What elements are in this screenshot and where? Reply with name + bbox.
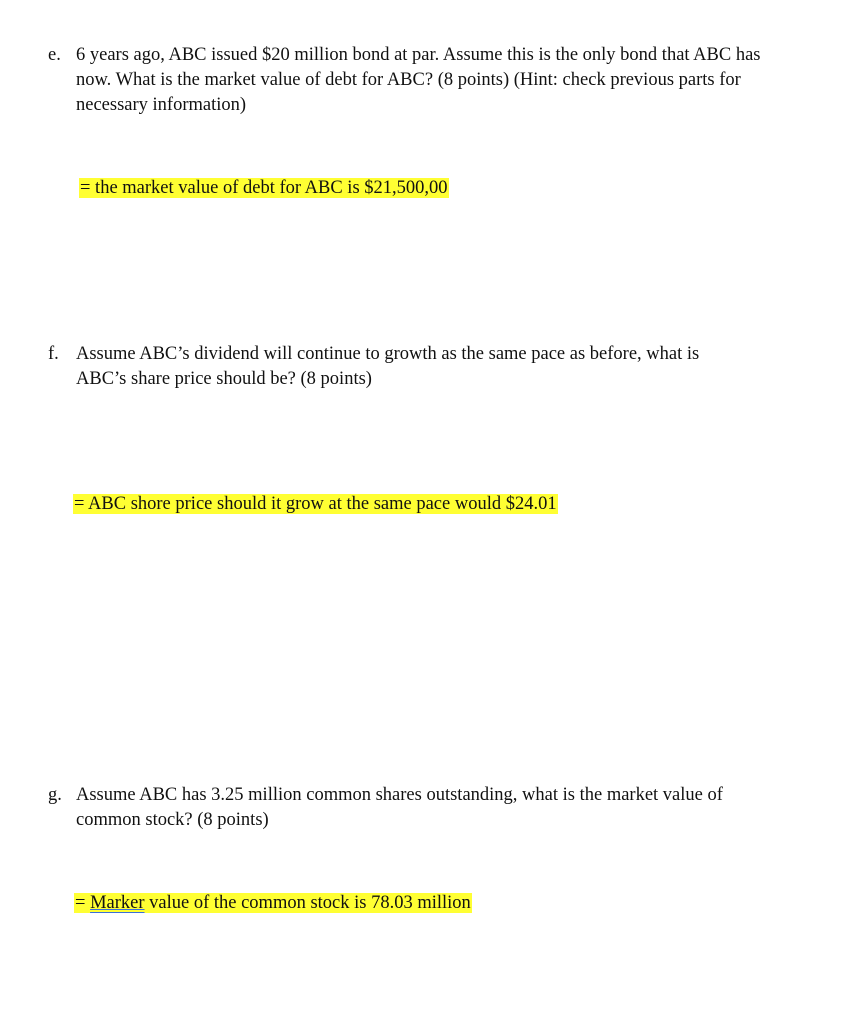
answer-g-prefix: = [75,893,91,913]
question-f-text: Assume ABC’s dividend will continue to growth as the same pace as before, what is ABC’s share price should be? (8 points) [76,344,700,389]
answer-e-text: = the market value of debt for ABC is $21,500,00 [80,178,448,198]
question-e-text: 6 years ago, ABC issued $20 million bond at par. Assume this is the only bond that ABC has now. What is the market value of debt for ABC? (8 points) (Hint: check previous parts for necessary information) [76,45,761,115]
answer-f [73,493,558,515]
question-f [48,342,768,392]
question-g [48,783,768,833]
spellcheck-flagged-word[interactable]: Marker [90,893,145,913]
question-e [48,43,768,118]
answer-g [74,892,472,914]
question-g-label: g. [48,785,62,805]
answer-g-highlight [74,893,472,913]
question-e-label: e. [48,45,61,65]
answer-f-text: = ABC shore price should it grow at the same pace would $24.01 [74,494,557,514]
answer-g-text: value of the common stock is 78.03 million [144,893,471,913]
answer-e [79,177,449,199]
question-g-text: Assume ABC has 3.25 million common shares outstanding, what is the market value of common stock? (8 points) [76,785,723,830]
question-f-label: f. [48,344,59,364]
